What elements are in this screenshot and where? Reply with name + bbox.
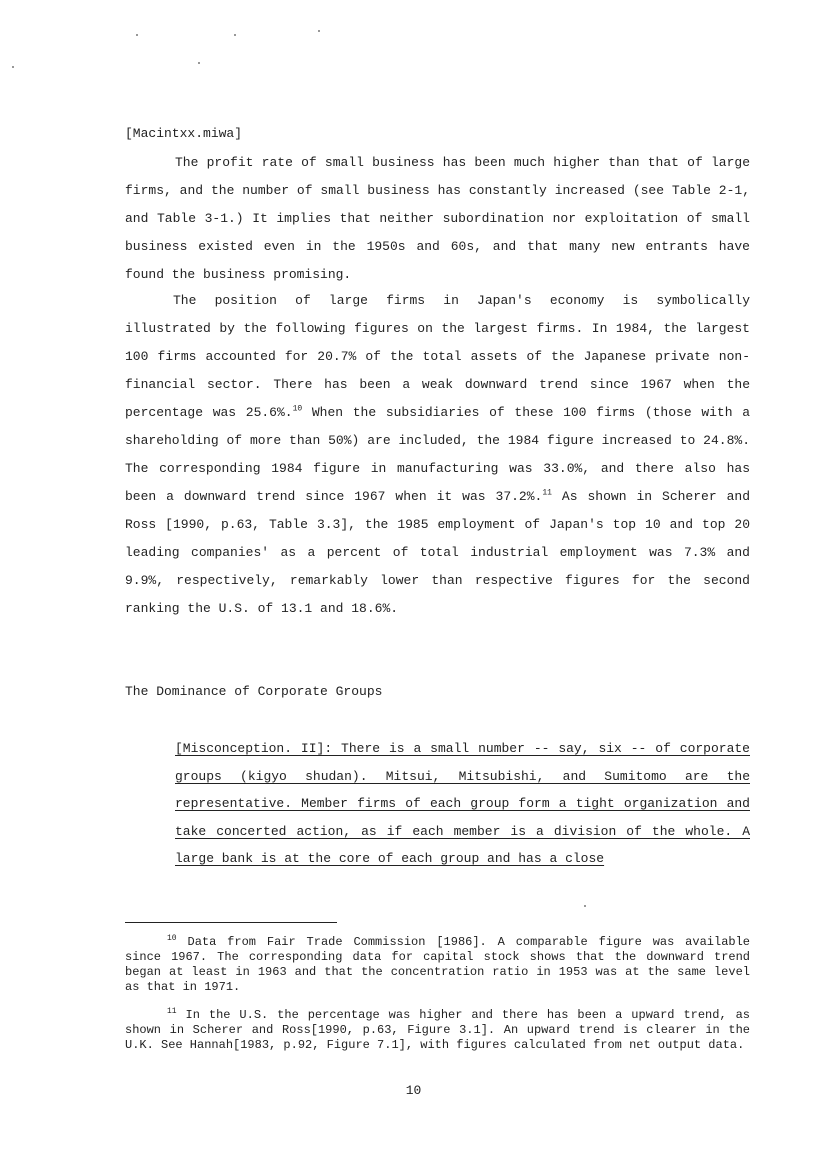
footnote-ref-10: 10 — [292, 404, 303, 414]
footnote-text: Data from Fair Trade Commission [1986]. A comparable figure was available since 1967. The corresponding data for capital stock shows that the downward trend began at least in 1963 and that the concentration ratio in 1953 was at the same level as that in 1971. — [125, 935, 750, 994]
footnote-number: 10 — [167, 934, 177, 943]
page-number: 10 — [405, 1083, 422, 1098]
file-tag: [Macintxx.miwa] — [125, 126, 243, 141]
misconception-statement: [Misconception. II]: There is a small number -- say, six -- of corporate groups (kigyo shudan). Mitsui, Mitsubishi, and Sumitomo are the representative. Member firms of each group form a tight organization and take concerted action, as if each member is a division of the whole. A large bank is at the core of each group and has a close — [175, 741, 750, 866]
paragraph-text: The position of large firms in Japan's economy is symbolically illustrated by the following figures on the largest firms. In 1984, the largest 100 firms accounted for 20.7% of the total assets of the Japanese private non-financial sector. There has been a weak downward trend since 1967 when the percentage was 25.6%. — [125, 293, 750, 420]
paragraph-text: When the subsidiaries of these 100 firms (those with a shareholding of more than 50%) are included, the 1984 figure increased to 24.8%. The corresponding 1984 figure in manufacturing was 33.0%, and there also has been a downward trend since 1967 when it was 37.2%. — [125, 405, 750, 504]
footnote-ref-11: 11 — [542, 488, 552, 498]
footnote-text: In the U.S. the percentage was higher and there has been a upward trend, as shown in Scherer and Ross[1990, p.63, Figure 3.1]. An upward trend is clearer in the U.K. See Hannah[1983, p.92, Figure 7.1], with figures calculated from net output data. — [125, 1008, 750, 1052]
footnote-11 — [125, 1008, 750, 1053]
footnote-10 — [125, 935, 750, 995]
body-paragraph-1: The profit rate of small business has been much higher than that of large firms, and the number of small business has constantly increased (see Table 2-1, and Table 3-1.) It implies that neither subordination nor exploitation of small business existed even in the 1950s and 60s, and that many new entrants have found the business promising. — [125, 155, 750, 282]
paragraph-text: As shown in Scherer and Ross [1990, p.63, Table 3.3], the 1985 employment of Japan's top 10 and top 20 leading companies' as a percent of total industrial employment was 7.3% and 9.9%, respectively, remarkably lower than respective figures for the second ranking the U.S. of 13.1 and 18.6%. — [125, 489, 750, 616]
footnote-number: 11 — [167, 1007, 177, 1016]
scan-speck — [12, 66, 14, 68]
scan-speck — [198, 62, 200, 64]
scan-speck — [136, 34, 138, 36]
scan-speck — [234, 34, 236, 36]
scan-speck — [318, 30, 320, 32]
footnote-divider — [125, 922, 337, 923]
body-paragraph-2 — [125, 287, 750, 623]
scan-speck — [584, 905, 586, 907]
section-heading: The Dominance of Corporate Groups — [125, 684, 383, 699]
